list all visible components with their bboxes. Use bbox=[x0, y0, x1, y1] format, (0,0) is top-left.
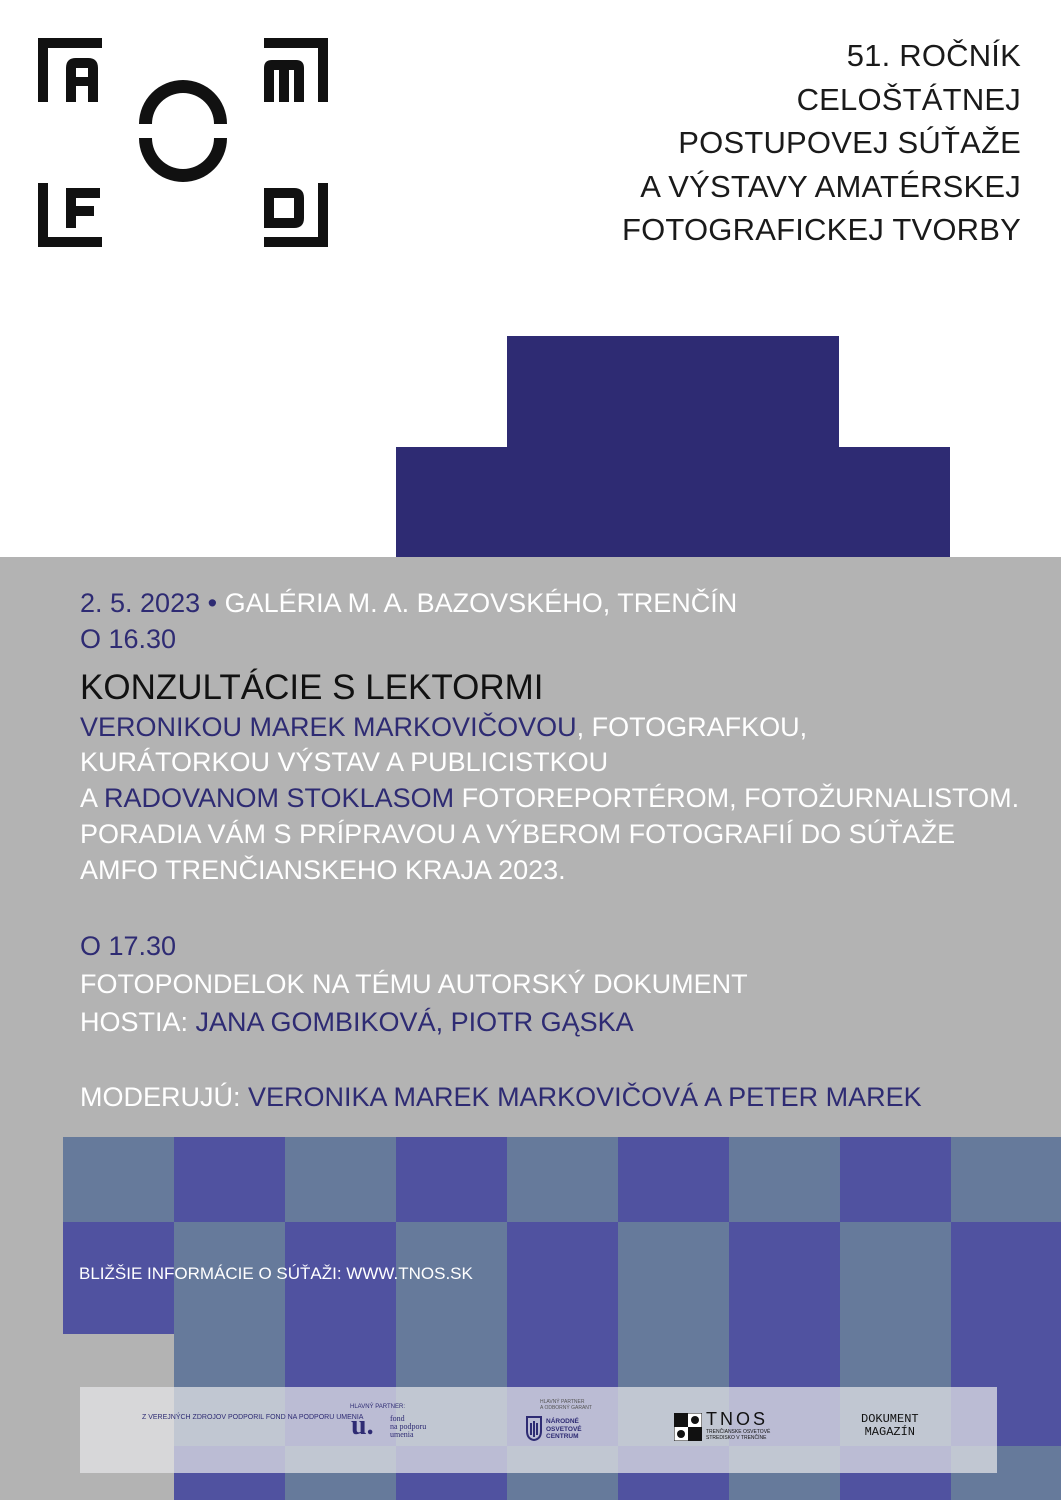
fpu-logo-icon: u. bbox=[351, 1410, 374, 1441]
pattern-cell bbox=[729, 1222, 840, 1334]
pattern-cell bbox=[729, 1137, 840, 1222]
pattern-cell bbox=[396, 1137, 507, 1222]
lektor-2-desc: FOTOREPORTÉROM, FOTOŽURNALISTOM. bbox=[454, 783, 1020, 813]
noc-partner-label bbox=[540, 1399, 592, 1411]
event-heading: KONZULTÁCIE S LEKTORMI bbox=[80, 668, 544, 707]
noc-name-line: NÁRODNÉ bbox=[546, 1418, 579, 1425]
lektor-1-desc: , FOTOGRAFKOU, bbox=[576, 712, 808, 742]
partners-strip bbox=[80, 1387, 997, 1473]
noc-emblem-icon bbox=[526, 1415, 542, 1441]
fpu-support-note: Z VEREJNÝCH ZDROJOV PODPORIL FOND NA PODPORU UMENIA bbox=[142, 1414, 364, 1421]
event-time-1: O 16.30 bbox=[80, 624, 177, 654]
competition-title bbox=[622, 34, 1021, 252]
event-time-2: O 17.30 bbox=[80, 931, 177, 961]
lektor-2-name: RADOVANOM STOKLASOM bbox=[104, 783, 455, 813]
bullet-separator: • bbox=[207, 588, 218, 618]
title-line-3: POSTUPOVEJ SÚŤAŽE bbox=[678, 125, 1021, 160]
guests-line bbox=[80, 1004, 634, 1040]
event-date-venue bbox=[80, 585, 737, 621]
amfo-logo-icon bbox=[38, 38, 330, 248]
pattern-cell bbox=[285, 1137, 396, 1222]
tnos-name: TNOS bbox=[706, 1409, 769, 1429]
pattern-cell bbox=[951, 1222, 1061, 1334]
noc-name bbox=[546, 1418, 582, 1441]
lektor-line-2: KURÁTORKOU VÝSTAV A PUBLICISTKOU bbox=[80, 747, 609, 777]
pattern-cell bbox=[174, 1137, 285, 1222]
fpu-name-line: na podporu bbox=[390, 1422, 427, 1431]
tnos-emblem-icon bbox=[674, 1413, 702, 1441]
pattern-cell bbox=[618, 1137, 729, 1222]
decor-block-wide bbox=[396, 447, 950, 559]
title-line-4: A VÝSTAVY AMATÉRSKEJ bbox=[640, 168, 1021, 204]
dokument-line: MAGAZÍN bbox=[864, 1425, 916, 1439]
event-venue: GALÉRIA M. A. BAZOVSKÉHO, TRENČÍN bbox=[224, 588, 738, 618]
noc-label-line: A ODBORNÝ GARANT bbox=[540, 1405, 592, 1411]
dokument-line: DOKUMENT bbox=[861, 1412, 919, 1426]
amfo-logo bbox=[38, 38, 330, 248]
tnos-sub-line: TRENČIANSKE OSVETOVÉ bbox=[706, 1429, 771, 1435]
pattern-cell bbox=[951, 1137, 1061, 1222]
amfo-line: AMFO TRENČIANSKEHO KRAJA 2023. bbox=[80, 855, 566, 885]
tnos-sub-line: STREDISKO V TRENČÍNE bbox=[706, 1435, 767, 1441]
title-line-2: CELOŠTÁTNEJ bbox=[796, 81, 1021, 117]
decor-block-top bbox=[507, 336, 839, 448]
pattern-cell bbox=[618, 1222, 729, 1334]
dokument-magazin-logo bbox=[861, 1413, 919, 1439]
pattern-cell bbox=[840, 1137, 951, 1222]
moderators-label: MODERUJÚ: bbox=[80, 1082, 248, 1112]
fpu-name bbox=[390, 1415, 426, 1439]
pattern-cell bbox=[507, 1222, 618, 1334]
moderators-line bbox=[80, 1079, 922, 1115]
poradia-line: PORADIA VÁM S PRÍPRAVOU A VÝBEROM FOTOGRAFIÍ DO SÚŤAŽE bbox=[80, 819, 956, 849]
fpu-name-line: fond bbox=[390, 1414, 405, 1423]
fpu-partner-label: HLAVNÝ PARTNER: bbox=[350, 1404, 406, 1410]
noc-name-line: CENTRUM bbox=[546, 1433, 579, 1440]
lektor-line-3 bbox=[80, 780, 1019, 816]
title-line-5: FOTOGRAFICKEJ TVORBY bbox=[621, 212, 1021, 247]
noc-name-line: OSVETOVÉ bbox=[546, 1425, 582, 1433]
guests-label: HOSTIA: bbox=[80, 1007, 196, 1037]
connector-a: A bbox=[80, 783, 105, 813]
tnos-subtitle bbox=[706, 1429, 770, 1441]
fpu-name-line: umenia bbox=[390, 1430, 414, 1439]
title-line-1: 51. ROČNÍK bbox=[846, 38, 1021, 73]
more-info-link[interactable]: BLIŽŠIE INFORMÁCIE O SÚŤAŽI: WWW.TNOS.SK bbox=[79, 1264, 473, 1283]
event-date: 2. 5. 2023 bbox=[80, 588, 201, 618]
lektor-1-name: VERONIKOU MAREK MARKOVIČOVOU bbox=[80, 712, 577, 742]
fotopondelok-line: FOTOPONDELOK NA TÉMU AUTORSKÝ DOKUMENT bbox=[80, 969, 748, 999]
noc-label-line: HLAVNÝ PARTNER bbox=[540, 1399, 585, 1405]
pattern-cell bbox=[507, 1137, 618, 1222]
pattern-cell bbox=[63, 1137, 174, 1222]
guests-names: JANA GOMBIKOVÁ, PIOTR GĄSKA bbox=[195, 1007, 634, 1037]
moderators-names: VERONIKA MAREK MARKOVIČOVÁ A PETER MAREK bbox=[248, 1082, 922, 1112]
pattern-cell bbox=[840, 1222, 951, 1334]
lektor-line-1 bbox=[80, 709, 807, 745]
